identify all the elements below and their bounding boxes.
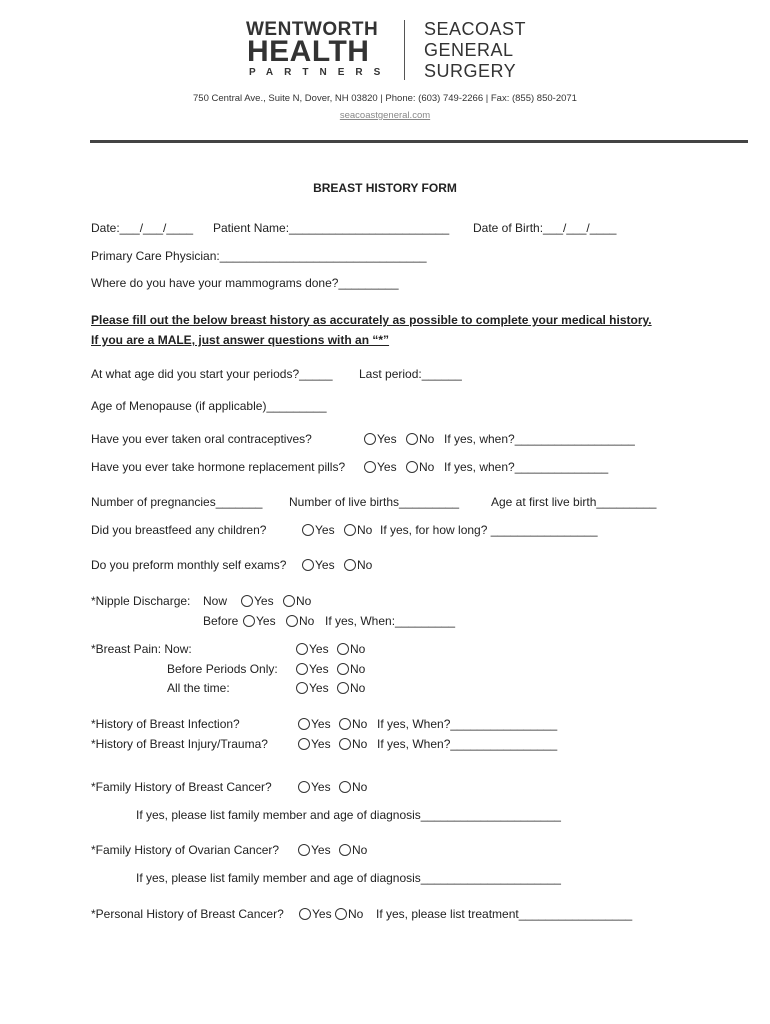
- logo-partners: PARTNERS: [249, 67, 392, 78]
- pregnancies-field[interactable]: Number of pregnancies_______: [91, 495, 263, 509]
- family-breast-yes-label: Yes: [311, 780, 331, 794]
- self-exams-no-radio[interactable]: [344, 559, 356, 571]
- pain-always-yes-radio[interactable]: [296, 682, 308, 694]
- family-ovarian-list-field[interactable]: If yes, please list family member and age of diagnosis_____________________: [136, 871, 561, 885]
- instruction-line-2: If you are a MALE, just answer questions with an “*”: [91, 333, 390, 347]
- last-period-field[interactable]: Last period:______: [359, 367, 462, 381]
- oc-no-radio[interactable]: [406, 433, 418, 445]
- logo-surgery: SURGERY: [424, 61, 517, 81]
- pain-before-no-label: No: [350, 662, 366, 676]
- logo-divider: [404, 20, 405, 80]
- personal-no-radio[interactable]: [335, 908, 347, 920]
- breastfeed-yes-radio[interactable]: [302, 524, 314, 536]
- nipple-discharge-label: *Nipple Discharge:: [91, 594, 191, 608]
- all-the-time-label: All the time:: [167, 681, 230, 695]
- nipple-now-no-label: No: [296, 594, 312, 608]
- infection-no-label: No: [352, 717, 368, 731]
- breastfeed-yes-label: Yes: [315, 523, 335, 537]
- age-first-birth-field[interactable]: Age at first live birth_________: [491, 495, 657, 509]
- breast-pain-label: *Breast Pain: Now:: [91, 642, 192, 656]
- pain-now-yes-radio[interactable]: [296, 643, 308, 655]
- breastfeed-duration-field[interactable]: If yes, for how long? ________________: [380, 523, 598, 537]
- self-exams-no-label: No: [357, 558, 373, 572]
- pain-before-no-radio[interactable]: [337, 663, 349, 675]
- infection-question: *History of Breast Infection?: [91, 717, 240, 731]
- patient-name-field[interactable]: Patient Name:________________________: [213, 221, 450, 235]
- nipple-before-yes-radio[interactable]: [243, 615, 255, 627]
- nipple-before-no-label: No: [299, 614, 315, 628]
- mammogram-field[interactable]: Where do you have your mammograms done?_________: [91, 276, 399, 290]
- injury-question: *History of Breast Injury/Trauma?: [91, 737, 268, 751]
- family-breast-list-field[interactable]: If yes, please list family member and age of diagnosis_____________________: [136, 808, 561, 822]
- hrt-yes-radio[interactable]: [364, 461, 376, 473]
- hrt-when-field[interactable]: If yes, when?______________: [444, 460, 609, 474]
- family-ovarian-no-label: No: [352, 843, 368, 857]
- infection-when-field[interactable]: If yes, When?________________: [377, 717, 558, 731]
- injury-yes-radio[interactable]: [298, 738, 310, 750]
- pcp-field[interactable]: Primary Care Physician:_______________________________: [91, 249, 427, 263]
- infection-no-radio[interactable]: [339, 718, 351, 730]
- personal-no-label: No: [348, 907, 364, 921]
- live-births-field[interactable]: Number of live births_________: [289, 495, 460, 509]
- before-periods-label: Before Periods Only:: [167, 662, 278, 676]
- date-field[interactable]: Date:___/___/____: [91, 221, 194, 235]
- injury-no-radio[interactable]: [339, 738, 351, 750]
- injury-when-field[interactable]: If yes, When?________________: [377, 737, 558, 751]
- logo-wentworth: WENTWORTH: [246, 19, 379, 40]
- pain-now-no-label: No: [350, 642, 366, 656]
- personal-breast-question: *Personal History of Breast Cancer?: [91, 907, 284, 921]
- personal-yes-radio[interactable]: [299, 908, 311, 920]
- family-ovarian-yes-radio[interactable]: [298, 844, 310, 856]
- nipple-now-no-radio[interactable]: [283, 595, 295, 607]
- breastfeed-no-radio[interactable]: [344, 524, 356, 536]
- website-link[interactable]: seacoastgeneral.com: [339, 110, 431, 121]
- nipple-now-label: Now: [203, 594, 228, 608]
- injury-no-label: No: [352, 737, 368, 751]
- family-ovarian-question: *Family History of Ovarian Cancer?: [91, 843, 280, 857]
- breastfeed-question: Did you breastfeed any children?: [91, 523, 267, 537]
- pain-now-no-radio[interactable]: [337, 643, 349, 655]
- infection-yes-radio[interactable]: [298, 718, 310, 730]
- family-breast-question: *Family History of Breast Cancer?: [91, 780, 272, 794]
- header-divider: [90, 140, 748, 143]
- family-ovarian-yes-label: Yes: [311, 843, 331, 857]
- pain-before-yes-label: Yes: [309, 662, 329, 676]
- oc-no-label: No: [419, 432, 435, 446]
- nipple-before-no-radio[interactable]: [286, 615, 298, 627]
- family-breast-no-radio[interactable]: [339, 781, 351, 793]
- family-breast-no-label: No: [352, 780, 368, 794]
- nipple-when-field[interactable]: If yes, When:_________: [325, 614, 456, 628]
- nipple-before-yes-label: Yes: [256, 614, 276, 628]
- pain-before-yes-radio[interactable]: [296, 663, 308, 675]
- practice-address: 750 Central Ave., Suite N, Dover, NH 03820 | Phone: (603) 749-2266 | Fax: (855) 850-2071: [193, 93, 577, 104]
- pain-always-no-radio[interactable]: [337, 682, 349, 694]
- self-exams-yes-label: Yes: [315, 558, 335, 572]
- pain-now-yes-label: Yes: [309, 642, 329, 656]
- form-title: BREAST HISTORY FORM: [313, 181, 457, 195]
- oc-yes-radio[interactable]: [364, 433, 376, 445]
- logo-general: GENERAL: [424, 40, 514, 60]
- hrt-no-radio[interactable]: [406, 461, 418, 473]
- personal-yes-label: Yes: [312, 907, 332, 921]
- logo-health: HEALTH: [247, 35, 370, 68]
- pain-always-yes-label: Yes: [309, 681, 329, 695]
- self-exams-yes-radio[interactable]: [302, 559, 314, 571]
- breastfeed-no-label: No: [357, 523, 373, 537]
- nipple-before-label: Before: [203, 614, 239, 628]
- instruction-line-1: Please fill out the below breast history as accurately as possible to complete your medical history.: [91, 313, 652, 327]
- periods-start-field[interactable]: At what age did you start your periods?_____: [91, 367, 333, 381]
- oral-contraceptives-question: Have you ever taken oral contraceptives?: [91, 432, 312, 446]
- logo-seacoast: SEACOAST: [424, 19, 527, 39]
- hrt-no-label: No: [419, 460, 435, 474]
- infection-yes-label: Yes: [311, 717, 331, 731]
- hrt-yes-label: Yes: [377, 460, 397, 474]
- hrt-question: Have you ever take hormone replacement pills?: [91, 460, 346, 474]
- family-ovarian-no-radio[interactable]: [339, 844, 351, 856]
- nipple-now-yes-radio[interactable]: [241, 595, 253, 607]
- oc-when-field[interactable]: If yes, when?__________________: [444, 432, 635, 446]
- family-breast-yes-radio[interactable]: [298, 781, 310, 793]
- pain-always-no-label: No: [350, 681, 366, 695]
- oc-yes-label: Yes: [377, 432, 397, 446]
- dob-field[interactable]: Date of Birth:___/___/____: [473, 221, 617, 235]
- nipple-now-yes-label: Yes: [254, 594, 274, 608]
- injury-yes-label: Yes: [311, 737, 331, 751]
- self-exams-question: Do you preform monthly self exams?: [91, 558, 287, 572]
- personal-treatment-field[interactable]: If yes, please list treatment_________________: [376, 907, 633, 921]
- menopause-field[interactable]: Age of Menopause (if applicable)_________: [91, 399, 327, 413]
